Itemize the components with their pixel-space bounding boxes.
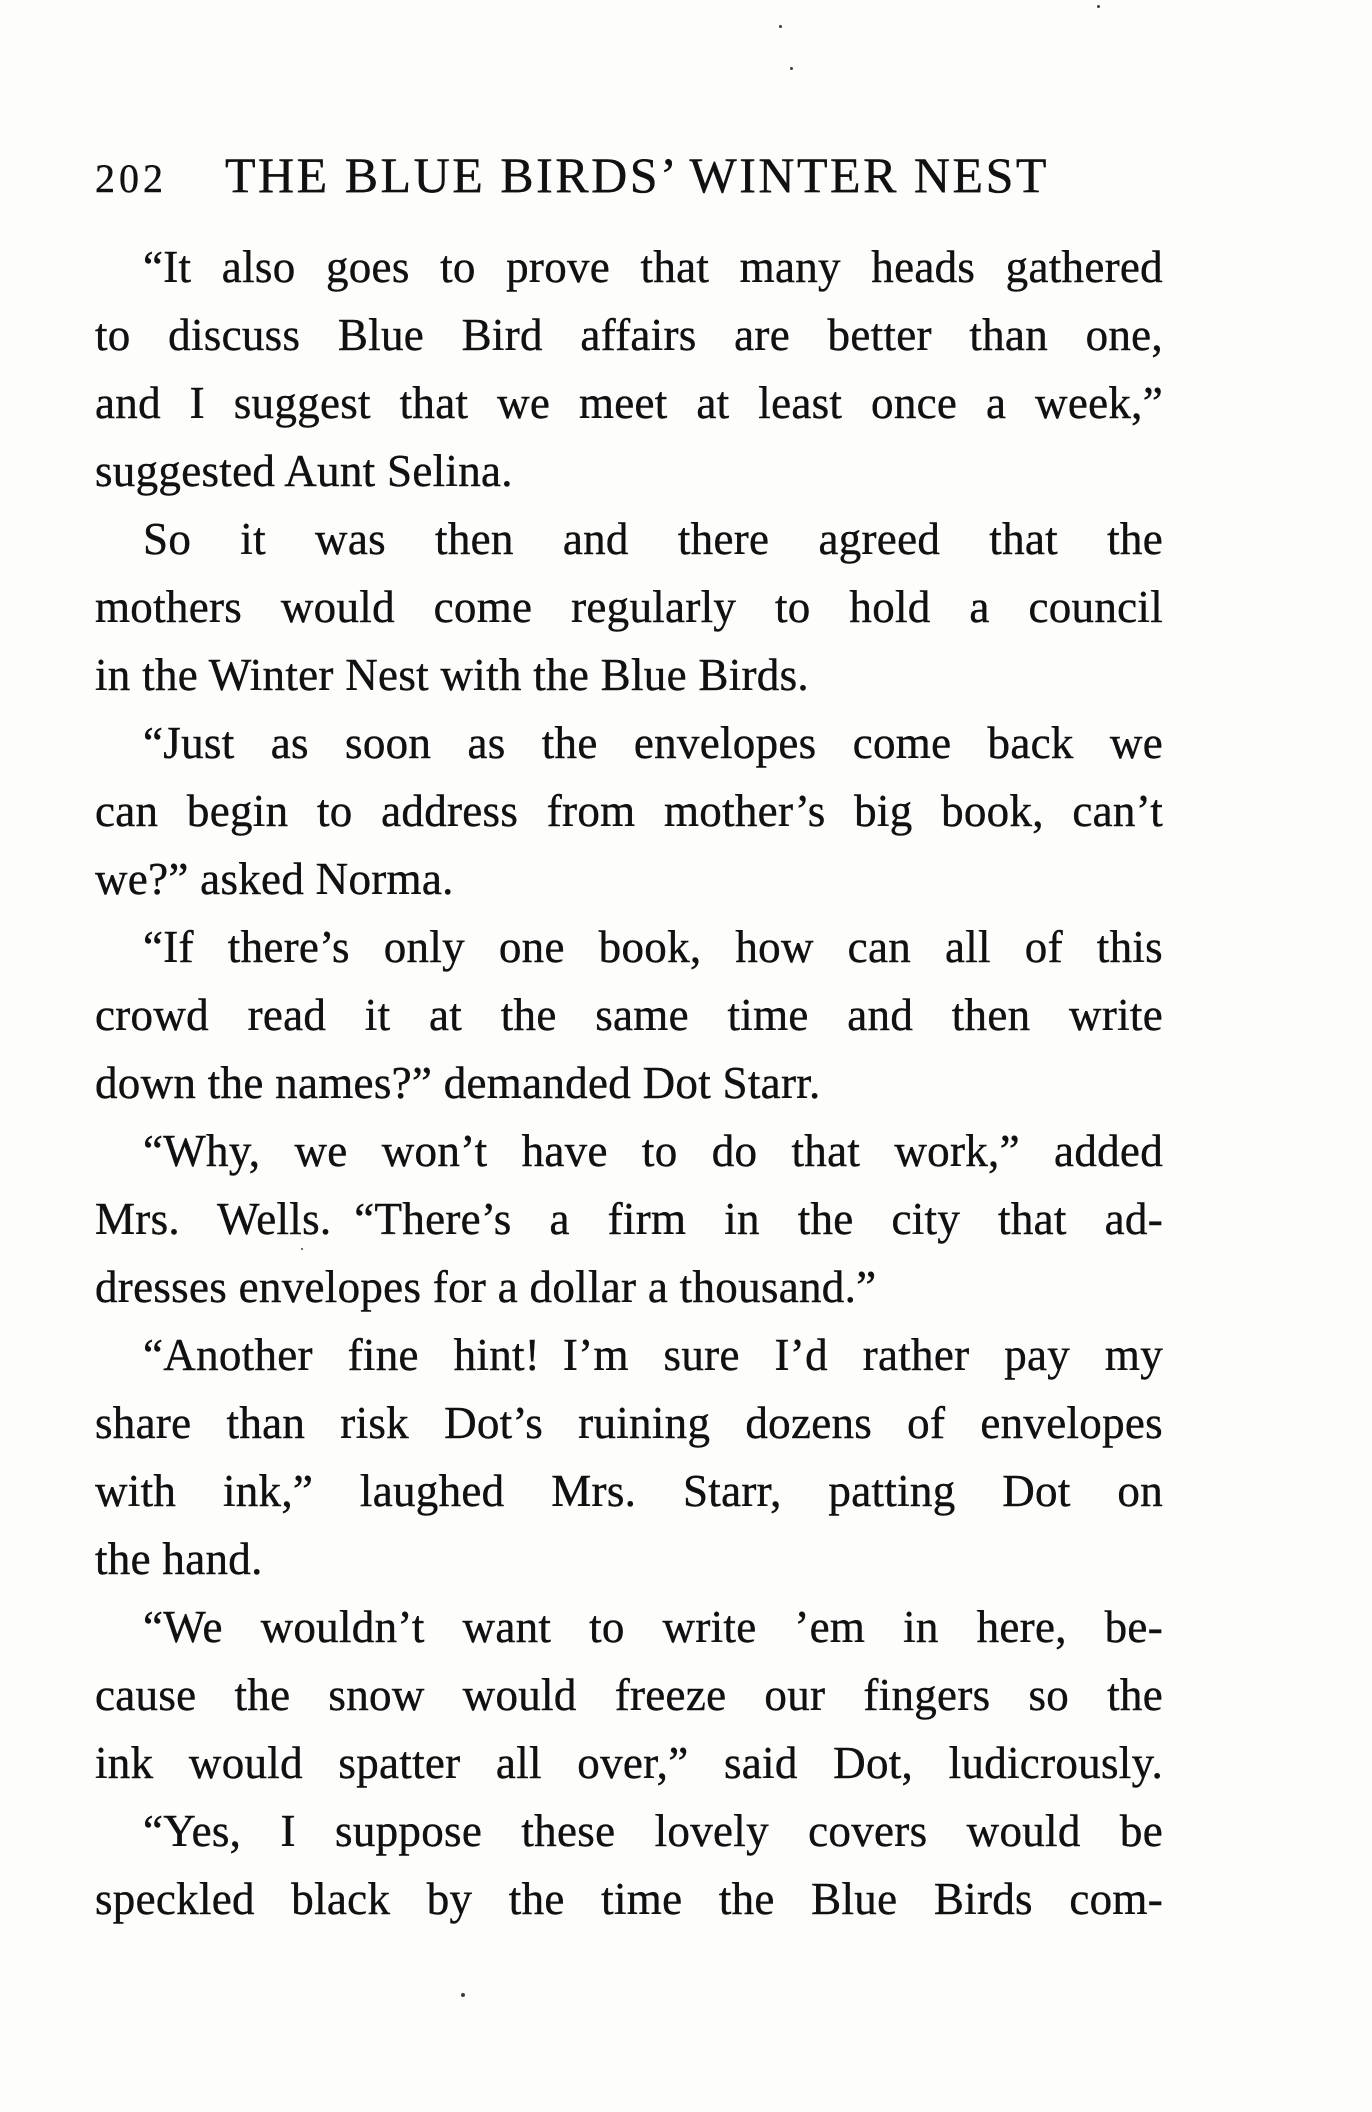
text-line: Mrs. Wells. “There’s a firm in the city that ad- <box>95 1194 1163 1244</box>
text-line: we?” asked Norma. <box>95 854 454 904</box>
paragraph <box>95 709 1163 913</box>
text-line: and I suggest that we meet at least once a week,” <box>95 378 1163 428</box>
text-line: “Another fine hint! I’m sure I’d rather pay my <box>143 1330 1163 1380</box>
text-line: cause the snow would freeze our fingers so the <box>95 1670 1163 1720</box>
scan-speck <box>1097 5 1100 8</box>
text-line: in the Winter Nest with the Blue Birds. <box>95 650 809 700</box>
body-text <box>95 233 1163 1933</box>
paragraph <box>95 1117 1163 1321</box>
text-line: So it was then and there agreed that the <box>143 514 1163 564</box>
paragraph <box>95 1593 1163 1797</box>
text-line: “Why, we won’t have to do that work,” added <box>143 1126 1163 1176</box>
running-title: THE BLUE BIRDS’ WINTER NEST <box>225 147 1049 203</box>
page-number: 202 <box>95 156 167 201</box>
text-line: down the names?” demanded Dot Starr. <box>95 1058 821 1108</box>
scan-speck <box>790 67 793 70</box>
text-line: dresses envelopes for a dollar a thousand.” <box>95 1262 877 1312</box>
text-line: mothers would come regularly to hold a council <box>95 582 1163 632</box>
text-line: “If there’s only one book, how can all of this <box>143 922 1163 972</box>
paragraph <box>95 505 1163 709</box>
text-line: share than risk Dot’s ruining dozens of envelopes <box>95 1398 1163 1448</box>
paragraph <box>95 233 1163 505</box>
text-line: with ink,” laughed Mrs. Starr, patting Dot on <box>95 1466 1163 1516</box>
text-line: can begin to address from mother’s big book, can’t <box>95 786 1163 836</box>
text-line: suggested Aunt Selina. <box>95 446 513 496</box>
text-line: crowd read it at the same time and then write <box>95 990 1163 1040</box>
paragraph <box>95 913 1163 1117</box>
text-line: “Just as soon as the envelopes come back we <box>143 718 1163 768</box>
scan-speck <box>461 1993 465 1997</box>
scan-speck <box>301 1248 303 1250</box>
paragraph <box>95 1797 1163 1933</box>
page-header <box>95 146 1163 204</box>
text-line: “It also goes to prove that many heads gathered <box>143 242 1163 292</box>
scan-speck <box>779 25 782 28</box>
paragraph <box>95 1321 1163 1593</box>
text-line: speckled black by the time the Blue Birds com- <box>95 1874 1163 1924</box>
text-line: “We wouldn’t want to write ’em in here, be- <box>143 1602 1163 1652</box>
text-line: the hand. <box>95 1534 263 1584</box>
text-line: ink would spatter all over,” said Dot, ludicrously. <box>95 1738 1163 1788</box>
text-line: to discuss Blue Bird affairs are better than one, <box>95 310 1163 360</box>
text-line: “Yes, I suppose these lovely covers would be <box>143 1806 1163 1856</box>
